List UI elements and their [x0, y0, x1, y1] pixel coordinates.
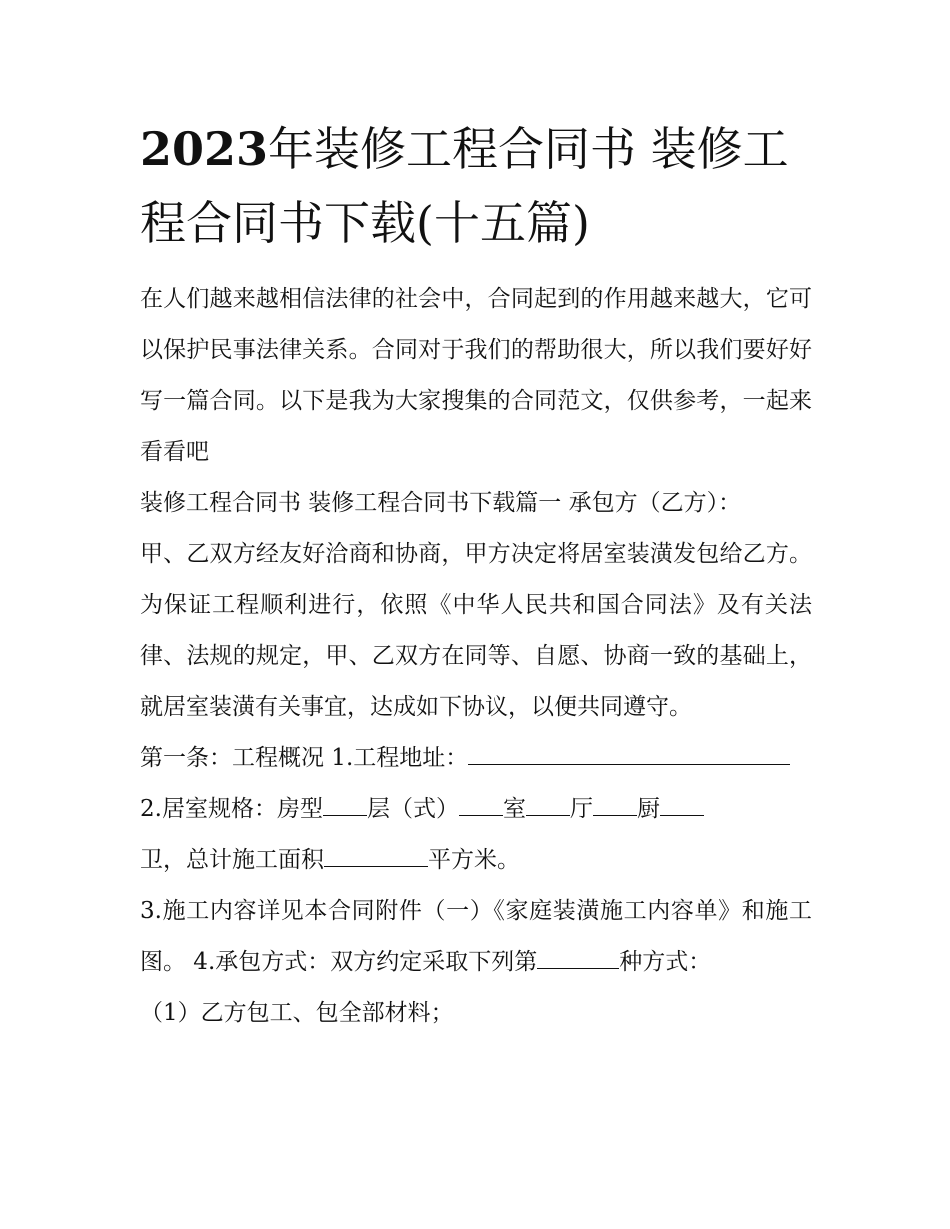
room-blank	[459, 791, 503, 816]
unit-kitchen: 厨	[636, 796, 660, 822]
article1-spec-line	[140, 784, 812, 835]
intro-paragraph: 在人们越来越相信法律的社会中，合同起到的作用越来越大，它可以保护民事法律关系。合同对于我们的帮助很大，所以我们要好好写一篇合同。以下是我为大家搜集的合同范文，仅供参考，一起来看看吧	[140, 286, 812, 465]
address-blank	[468, 740, 790, 765]
section-heading: 装修工程合同书 装修工程合同书下载篇一 承包方（乙方）：	[140, 490, 742, 516]
article1-item3	[140, 886, 812, 988]
title-year: 2023	[140, 122, 269, 176]
article1-address-line	[140, 733, 812, 784]
unit-floor: 层（式）	[366, 796, 459, 822]
preamble-paragraph: 甲、乙双方经友好洽商和协商，甲方决定将居室装潢发包给乙方。为保证工程顺利进行，依照《中华人民共和国合同法》及有关法律、法规的规定，甲、乙双方在同等、自愿、协商一致的基础上，就居室装潢有关事宜，达成如下协议，以便共同遵守。	[140, 541, 812, 720]
title-text: 年装修工程合同书 装修工程合同书下载(十五篇)	[140, 122, 789, 250]
unit-room: 室	[502, 796, 526, 822]
spec-label: 2.居室规格：房型	[140, 796, 323, 822]
method-blank	[537, 944, 619, 969]
document-title	[140, 0, 812, 260]
item4-tail: 种方式：	[619, 949, 712, 975]
kitchen-blank	[593, 791, 637, 816]
option1-line: （1）乙方包工、包全部材料；	[140, 1000, 454, 1026]
article1-area-line	[140, 835, 812, 886]
unit-hall: 厅	[569, 796, 593, 822]
hall-blank	[526, 791, 570, 816]
article1-label: 第一条：工程概况 1.工程地址：	[140, 745, 469, 771]
document-page	[140, 0, 812, 1039]
area-blank	[324, 842, 428, 867]
bath-blank	[660, 791, 704, 816]
unit-area: 平方米。	[428, 847, 520, 873]
house-type-blank	[323, 791, 367, 816]
unit-bath: 卫，总计施工面积	[140, 847, 324, 873]
item3-text: 3.施工内容详见本合同附件（一）《家庭装潢施工内容单》和施工图。 4.承包方式：双方约定采取下列第	[140, 898, 812, 975]
